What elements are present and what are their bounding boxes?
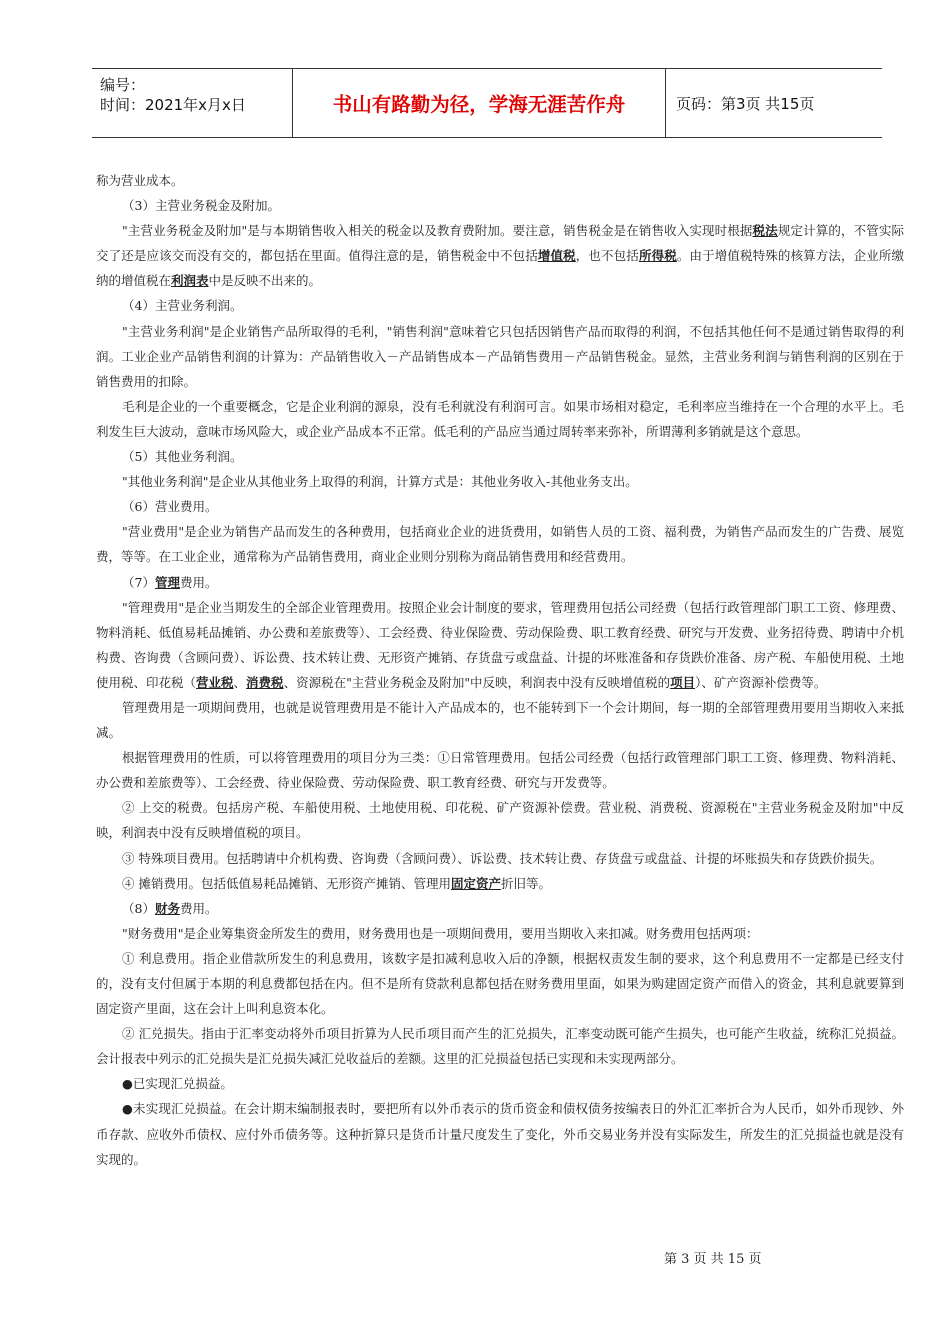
body-paragraph: （6）营业费用。 [122, 499, 218, 515]
keyword-link[interactable]: 项目 [670, 674, 696, 690]
body-paragraph: ④ 摊销费用。包括低值易耗品摊销、无形资产摊销、管理用固定资产折旧等。 [122, 875, 552, 891]
document-time: 时间：2021年x月x日 [100, 96, 246, 114]
keyword-link[interactable]: 税法 [752, 223, 778, 239]
document-number: 编号： [100, 76, 146, 94]
header-motto: 书山有路勤为径，学海无涯苦作舟 [292, 69, 666, 137]
keyword-link[interactable]: 利润表 [171, 273, 209, 289]
body-paragraph: "主营业务税金及附加"是与本期销售收入相关的税金以及教育费附加。要注意，销售税金是在销售收入实现时根据税法规定计算的，不管实际交了还是应该交而没有交的，都包括在里面。值得注意的是，销售税金中不包括增值税，也不包括所得税。由于增值税特殊的核算方法，企业所缴纳的增值税在利润表中是反映不出来的。 [96, 223, 904, 289]
keyword-link[interactable]: 增值税 [537, 248, 576, 264]
body-paragraph: ② 上交的税费。包括房产税、车船使用税、土地使用税、印花税、矿产资源补偿费。营业税、消费税、资源税在"主营业务税金及附加"中反映，利润表中没有反映增值税的项目。 [96, 800, 904, 841]
body-paragraph: 管理费用是一项期间费用，也就是说管理费用是不能计入产品成本的，也不能转到下一个会计期间，每一期的全部管理费用要用当期收入来抵减。 [96, 699, 904, 741]
body-paragraph: 称为营业成本。 [96, 173, 184, 188]
body-paragraph: 根据管理费用的性质，可以将管理费用的项目分为三类：①日常管理费用。包括公司经费（包括行政管理部门职工工资、修理费、物料消耗、办公费和差旅费等）、工会经费、待业保险费、劳动保险费、职工教育经费、研究与开发费等。 [96, 750, 904, 791]
body-paragraph: （5）其他业务利润。 [122, 449, 243, 465]
body-paragraph: "其他业务利润"是企业从其他业务上取得的利润，计算方式是：其他业务收入-其他业务支出。 [122, 474, 638, 490]
page-footer: 第 3 页 共 15 页 [664, 1252, 762, 1267]
body-paragraph: ① 利息费用。指企业借款所发生的利息费用，该数字是扣减利息收入后的净额，根据权责发生制的要求，这个利息费用不一定都是已经支付的，没有支付但属于本期的利息费都包括在内。但不是所有贷款利息都包括在财务费用里面，如果为购建固定资产而借入的资金，其利息就要算到固定资产里面，这在会计上叫利息资本化。 [96, 950, 904, 1017]
body-paragraph: ●未实现汇兑损益。在会计期末编制报表时，要把所有以外币表示的货币资金和债权债务按编表日的外汇汇率折合为人民币，如外币现钞、外币存款、应收外币债权、应付外币债务等。这种折算只是货币计量尺度发生了变化，外币交易业务并没有实际发生，所发生的汇兑损益也就是没有实现的。 [96, 1101, 904, 1167]
keyword-link[interactable]: 所得税 [638, 248, 677, 264]
body-paragraph: （4）主营业务利润。 [122, 298, 243, 314]
header-page-info: 页码：第3页 共15页 [676, 94, 815, 113]
body-paragraph: （3）主营业务税金及附加。 [122, 198, 280, 214]
header-meta [92, 69, 292, 137]
body-paragraph: 毛利是企业的一个重要概念，它是企业利润的源泉，没有毛利就没有利润可言。如果市场相对稳定，毛利率应当维持在一个合理的水平上。毛利发生巨大波动，意味市场风险大，或企业产品成本不正常。低毛利的产品应当通过周转率来弥补，所谓薄利多销就是这个意思。 [96, 398, 904, 439]
body-paragraph: ② 汇兑损失。指由于汇率变动将外币项目折算为人民币项目而产生的汇兑损失，汇率变动既可能产生损失，也可能产生收益，统称汇兑损益。会计报表中列示的汇兑损失是汇兑损失减汇兑收益后的差额。这里的汇兑损益包括已实现和未实现两部分。 [96, 1026, 904, 1067]
body-paragraph: （8）财务费用。 [122, 900, 218, 916]
keyword-link[interactable]: 固定资产 [450, 875, 501, 891]
body-paragraph: （7）管理费用。 [122, 574, 218, 590]
keyword-link[interactable]: 消费税 [246, 674, 284, 690]
document-body [96, 168, 904, 1172]
body-paragraph: "财务费用"是企业筹集资金所发生的费用，财务费用也是一项期间费用，要用当期收入来扣减。财务费用包括两项： [122, 925, 759, 941]
keyword-link[interactable]: 营业税 [196, 674, 234, 690]
keyword-link[interactable]: 财务 [154, 900, 180, 916]
page-header [92, 68, 882, 138]
body-paragraph: "主营业务利润"是企业销售产品所取得的毛利，"销售利润"意味着它只包括因销售产品而取得的利润，不包括其他任何不是通过销售取得的利润。工业企业产品销售利润的计算为：产品销售收入－产品销售成本－产品销售费用－产品销售税金。显然，主营业务利润与销售利润的区别在于销售费用的扣除。 [96, 323, 904, 389]
body-paragraph: "营业费用"是企业为销售产品而发生的各种费用，包括商业企业的进货费用，如销售人员的工资、福利费，为销售产品而发生的广告费、展览费，等等。在工业企业，通常称为产品销售费用，商业企业则分别称为商品销售费用和经营费用。 [96, 524, 904, 565]
body-paragraph: ●已实现汇兑损益。 [122, 1076, 233, 1092]
keyword-link[interactable]: 管理 [154, 574, 180, 590]
body-paragraph: "管理费用"是企业当期发生的全部企业管理费用。按照企业会计制度的要求，管理费用包括公司经费（包括行政管理部门职工工资、修理费、物料消耗、低值易耗品摊销、办公费和差旅费等）、工会经费、待业保险费、劳动保险费、职工教育经费、研究与开发费、业务招待费、聘请中介机构费、咨询费（含顾问费）、诉讼费、技术转让费、无形资产摊销、存货盘亏或盘益、计提的坏账准备和存货跌价准备、房产税、车船使用税、土地使用税、印花税（营业税、消费税、资源税在"主营业务税金及附加"中反映，利润表中没有反映增值税的项目）、矿产资源补偿费等。 [96, 599, 904, 690]
body-paragraph: ③ 特殊项目费用。包括聘请中介机构费、咨询费（含顾问费）、诉讼费、技术转让费、存货盘亏或盘益、计提的坏账损失和存货跌价损失。 [122, 850, 883, 866]
